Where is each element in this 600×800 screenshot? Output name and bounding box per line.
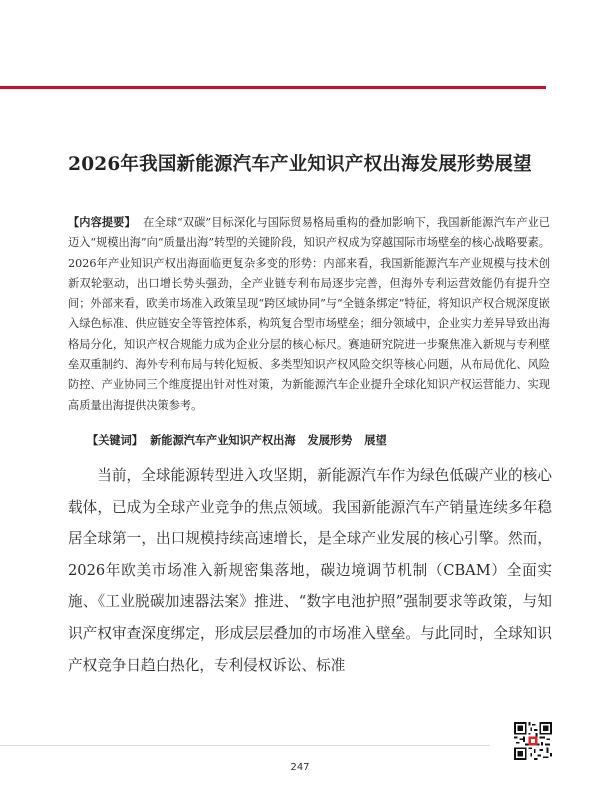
body-paragraph: 当前，全球能源转型进入攻坚期，新能源汽车作为绿色低碳产业的核心载体，已成为全球产业竞争的焦点领域。我国新能源汽车产销量连续多年稳居全球第一，出口规模持续高速增长，是全球产业发展的核心引擎。然而，2026年欧美市场准入新规密集落地，碳边境调节机制（CBAM）全面实施、《工业脱碳加速器法案》推进、“数字电池护照”强制要求等政策，与知识产权审查深度绑定，形成层层叠加的市场准入壁垒。与此同时，全球知识产权竞争日趋白热化，专利侵权诉讼、标准 [68,467,552,674]
keywords [87,432,557,448]
abstract-text: 在全球“双碳”目标深化与国际贸易格局重构的叠加影响下，我国新能源汽车产业已迈入“规模出海”向“质量出海”转型的关键阶段，知识产权成为穿越国际市场壁垒的核心战略要素。2026年产业知识产权出海面临更复杂多变的形势：内部来看，我国新能源汽车产业规模与技术创新双轮驱动，出口增长势头强劲，全产业链专利布局逐步完善，但海外专利运营效能仍有提升空间；外部来看，欧美市场准入政策呈现“跨区域协同”与“全链条绑定”特征，将知识产权合规深度嵌入绿色标准、供应链安全等管控体系，构筑复合型市场壁垒；细分领域中，企业实力差异导致出海格局分化，知识产权合规能力成为企业分层的核心标尺。赛迪研究院进一步聚焦准入新规与专利壁垒双重制约、海外专利布局与转化短板、多类型知识产权风险交织等核心问题，从布局优化、风险防控、产业协同三个维度提出针对性对策，为新能源汽车企业提升全球化知识产权运营能力、实现高质量出海提供决策参考。 [68,216,550,412]
page-number: 247 [290,762,310,773]
qr-code-icon [514,722,552,760]
page-title: 2026年我国新能源汽车产业知识产权出海发展形势展望 [68,154,532,175]
abstract-label: 【内容提要】 [68,215,136,229]
keyword-item: 发展形势 [307,433,353,447]
keyword-item: 新能源汽车产业知识产权出海 [150,433,296,447]
abstract [68,212,550,416]
keyword-item: 展望 [364,433,387,447]
keywords-label: 【关键词】 [87,433,143,447]
header-rule [0,86,546,89]
footer-rule [0,745,490,746]
